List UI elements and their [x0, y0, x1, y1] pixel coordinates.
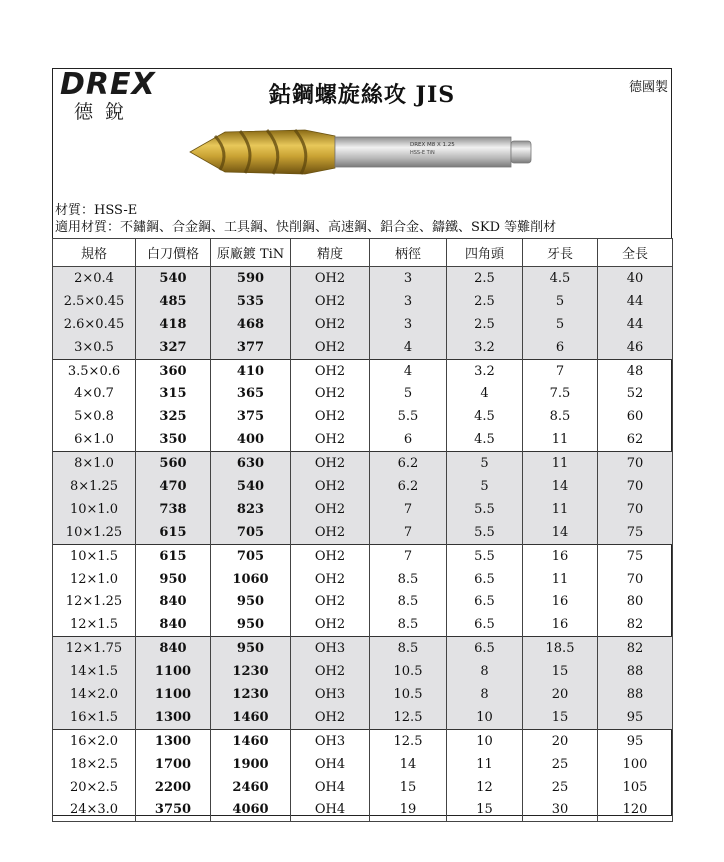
- cell-total-length: 75: [598, 544, 673, 567]
- cell-total-length: 48: [598, 359, 673, 382]
- cell-precision: OH2: [291, 267, 370, 290]
- cell-shank-dia: 7: [370, 544, 447, 567]
- cell-tin-price: 540: [211, 475, 291, 498]
- cell-spec: 24×3.0: [53, 798, 136, 821]
- table-header-row: [53, 239, 673, 267]
- cell-shank-dia: 8.5: [370, 637, 447, 660]
- shank-marking-1: DREX M8 X 1.25: [410, 142, 455, 148]
- cell-plain-price: 950: [136, 568, 211, 591]
- cell-spec: 12×1.75: [53, 637, 136, 660]
- cell-tin-price: 1460: [211, 706, 291, 729]
- cell-tin-price: 365: [211, 382, 291, 405]
- cell-square: 8: [447, 660, 523, 683]
- cell-shank-dia: 5: [370, 382, 447, 405]
- table-row: [53, 613, 673, 636]
- table-row: [53, 776, 673, 799]
- cell-precision: OH4: [291, 753, 370, 776]
- cell-thread-length: 15: [523, 706, 598, 729]
- cell-square: 10: [447, 706, 523, 729]
- cell-thread-length: 16: [523, 544, 598, 567]
- cell-square: 5: [447, 475, 523, 498]
- cell-thread-length: 11: [523, 568, 598, 591]
- cell-spec: 16×2.0: [53, 729, 136, 752]
- cell-total-length: 70: [598, 475, 673, 498]
- cell-tin-price: 400: [211, 428, 291, 451]
- cell-thread-length: 8.5: [523, 405, 598, 428]
- cell-thread-length: 7.5: [523, 382, 598, 405]
- cell-square: 5.5: [447, 498, 523, 521]
- table-row: [53, 452, 673, 475]
- cell-total-length: 88: [598, 683, 673, 706]
- cell-thread-length: 14: [523, 521, 598, 544]
- cell-spec: 6×1.0: [53, 428, 136, 451]
- cell-shank-dia: 10.5: [370, 660, 447, 683]
- cell-shank-dia: 5.5: [370, 405, 447, 428]
- applicable-material-text: 適用材質：不鏽鋼、合金鋼、工具鋼、快削鋼、高速鋼、鋁合金、鑄鐵、SKD 等難削材: [55, 220, 557, 235]
- cell-total-length: 70: [598, 452, 673, 475]
- header-precision: 精度: [291, 239, 370, 267]
- cell-total-length: 44: [598, 313, 673, 336]
- cell-precision: OH3: [291, 729, 370, 752]
- cell-spec: 8×1.25: [53, 475, 136, 498]
- cell-shank-dia: 8.5: [370, 590, 447, 613]
- table-row: [53, 405, 673, 428]
- cell-plain-price: 840: [136, 637, 211, 660]
- cell-square: 5.5: [447, 544, 523, 567]
- cell-tin-price: 410: [211, 359, 291, 382]
- cell-total-length: 44: [598, 290, 673, 313]
- table-row: [53, 428, 673, 451]
- cell-total-length: 82: [598, 637, 673, 660]
- table-row: [53, 753, 673, 776]
- header-shank-dia: 柄徑: [370, 239, 447, 267]
- cell-total-length: 70: [598, 568, 673, 591]
- table-row: [53, 729, 673, 752]
- brand-subname: 德銳: [74, 101, 137, 123]
- cell-thread-length: 25: [523, 776, 598, 799]
- cell-shank-dia: 8.5: [370, 568, 447, 591]
- cell-plain-price: 1100: [136, 683, 211, 706]
- cell-tin-price: 4060: [211, 798, 291, 821]
- cell-plain-price: 325: [136, 405, 211, 428]
- cell-square: 15: [447, 798, 523, 821]
- table-row: [53, 683, 673, 706]
- cell-plain-price: 615: [136, 521, 211, 544]
- cell-plain-price: 560: [136, 452, 211, 475]
- table-row: [53, 382, 673, 405]
- table-row: [53, 336, 673, 359]
- cell-precision: OH2: [291, 359, 370, 382]
- cell-shank-dia: 3: [370, 267, 447, 290]
- cell-square: 6.5: [447, 590, 523, 613]
- header-tin-price: 原廠鍍 TiN: [211, 239, 291, 267]
- table-row: [53, 498, 673, 521]
- cell-shank-dia: 12.5: [370, 706, 447, 729]
- cell-total-length: 75: [598, 521, 673, 544]
- cell-plain-price: 1300: [136, 729, 211, 752]
- cell-spec: 2×0.4: [53, 267, 136, 290]
- cell-square: 6.5: [447, 613, 523, 636]
- table-row: [53, 590, 673, 613]
- cell-tin-price: 950: [211, 590, 291, 613]
- cell-square: 4: [447, 382, 523, 405]
- table-row: [53, 568, 673, 591]
- cell-tin-price: 630: [211, 452, 291, 475]
- table-row: [53, 521, 673, 544]
- cell-tin-price: 468: [211, 313, 291, 336]
- cell-spec: 10×1.5: [53, 544, 136, 567]
- cell-precision: OH3: [291, 683, 370, 706]
- cell-shank-dia: 3: [370, 313, 447, 336]
- cell-thread-length: 5: [523, 313, 598, 336]
- cell-square: 8: [447, 683, 523, 706]
- cell-tin-price: 377: [211, 336, 291, 359]
- brand-name: DREX: [60, 67, 156, 102]
- cell-precision: OH2: [291, 498, 370, 521]
- cell-precision: OH2: [291, 590, 370, 613]
- cell-total-length: 80: [598, 590, 673, 613]
- cell-spec: 14×2.0: [53, 683, 136, 706]
- cell-total-length: 120: [598, 798, 673, 821]
- cell-precision: OH2: [291, 452, 370, 475]
- table-row: [53, 267, 673, 290]
- table-row: [53, 313, 673, 336]
- material-text: 材質：HSS-E: [55, 203, 138, 218]
- cell-total-length: 70: [598, 498, 673, 521]
- cell-plain-price: 350: [136, 428, 211, 451]
- cell-spec: 10×1.0: [53, 498, 136, 521]
- cell-square: 5: [447, 452, 523, 475]
- table-row: [53, 544, 673, 567]
- shank-marking-2: HSS-E TiN: [410, 150, 435, 156]
- page-title: 鈷鋼螺旋絲攻 JIS: [268, 82, 456, 108]
- cell-shank-dia: 15: [370, 776, 447, 799]
- cell-tin-price: 1230: [211, 660, 291, 683]
- cell-plain-price: 840: [136, 590, 211, 613]
- cell-tin-price: 1900: [211, 753, 291, 776]
- cell-square: 5.5: [447, 521, 523, 544]
- cell-precision: OH2: [291, 313, 370, 336]
- table-row: [53, 660, 673, 683]
- cell-shank-dia: 19: [370, 798, 447, 821]
- cell-plain-price: 1700: [136, 753, 211, 776]
- cell-precision: OH2: [291, 428, 370, 451]
- cell-spec: 3.5×0.6: [53, 359, 136, 382]
- cell-thread-length: 30: [523, 798, 598, 821]
- cell-square: 4.5: [447, 405, 523, 428]
- cell-precision: OH3: [291, 637, 370, 660]
- cell-total-length: 60: [598, 405, 673, 428]
- cell-total-length: 95: [598, 729, 673, 752]
- cell-tin-price: 950: [211, 637, 291, 660]
- cell-spec: 5×0.8: [53, 405, 136, 428]
- cell-plain-price: 1300: [136, 706, 211, 729]
- cell-plain-price: 470: [136, 475, 211, 498]
- cell-thread-length: 11: [523, 428, 598, 451]
- spiral-tap-image: [185, 122, 537, 182]
- cell-tin-price: 375: [211, 405, 291, 428]
- cell-shank-dia: 6.2: [370, 475, 447, 498]
- cell-shank-dia: 3: [370, 290, 447, 313]
- cell-square: 10: [447, 729, 523, 752]
- cell-shank-dia: 7: [370, 521, 447, 544]
- cell-square: 4.5: [447, 428, 523, 451]
- cell-plain-price: 840: [136, 613, 211, 636]
- cell-precision: OH2: [291, 706, 370, 729]
- cell-total-length: 40: [598, 267, 673, 290]
- cell-thread-length: 20: [523, 683, 598, 706]
- cell-spec: 14×1.5: [53, 660, 136, 683]
- cell-thread-length: 16: [523, 590, 598, 613]
- cell-plain-price: 3750: [136, 798, 211, 821]
- cell-thread-length: 25: [523, 753, 598, 776]
- cell-spec: 18×2.5: [53, 753, 136, 776]
- table-row: [53, 637, 673, 660]
- cell-tin-price: 950: [211, 613, 291, 636]
- cell-thread-length: 14: [523, 475, 598, 498]
- header-spec: 規格: [53, 239, 136, 267]
- cell-thread-length: 18.5: [523, 637, 598, 660]
- cell-spec: 2.6×0.45: [53, 313, 136, 336]
- table-row: [53, 798, 673, 821]
- cell-thread-length: 7: [523, 359, 598, 382]
- cell-total-length: 62: [598, 428, 673, 451]
- cell-thread-length: 16: [523, 613, 598, 636]
- cell-thread-length: 11: [523, 452, 598, 475]
- cell-thread-length: 20: [523, 729, 598, 752]
- cell-precision: OH2: [291, 336, 370, 359]
- cell-shank-dia: 7: [370, 498, 447, 521]
- cell-total-length: 52: [598, 382, 673, 405]
- cell-plain-price: 418: [136, 313, 211, 336]
- cell-plain-price: 315: [136, 382, 211, 405]
- cell-square: 11: [447, 753, 523, 776]
- cell-plain-price: 2200: [136, 776, 211, 799]
- cell-total-length: 95: [598, 706, 673, 729]
- cell-thread-length: 15: [523, 660, 598, 683]
- cell-thread-length: 5: [523, 290, 598, 313]
- cell-precision: OH2: [291, 382, 370, 405]
- table-row: [53, 706, 673, 729]
- cell-plain-price: 1100: [136, 660, 211, 683]
- cell-shank-dia: 6.2: [370, 452, 447, 475]
- cell-tin-price: 1230: [211, 683, 291, 706]
- cell-square: 2.5: [447, 290, 523, 313]
- cell-total-length: 100: [598, 753, 673, 776]
- cell-plain-price: 615: [136, 544, 211, 567]
- cell-shank-dia: 4: [370, 359, 447, 382]
- cell-plain-price: 327: [136, 336, 211, 359]
- origin-label: 德國製: [628, 80, 668, 95]
- cell-tin-price: 1060: [211, 568, 291, 591]
- cell-square: 2.5: [447, 267, 523, 290]
- cell-precision: OH2: [291, 521, 370, 544]
- cell-total-length: 82: [598, 613, 673, 636]
- cell-tin-price: 2460: [211, 776, 291, 799]
- cell-spec: 12×1.0: [53, 568, 136, 591]
- cell-precision: OH4: [291, 798, 370, 821]
- cell-precision: OH4: [291, 776, 370, 799]
- cell-shank-dia: 14: [370, 753, 447, 776]
- cell-spec: 12×1.25: [53, 590, 136, 613]
- cell-shank-dia: 4: [370, 336, 447, 359]
- cell-square: 3.2: [447, 336, 523, 359]
- cell-precision: OH2: [291, 568, 370, 591]
- cell-square: 6.5: [447, 637, 523, 660]
- cell-spec: 4×0.7: [53, 382, 136, 405]
- cell-total-length: 88: [598, 660, 673, 683]
- cell-spec: 12×1.5: [53, 613, 136, 636]
- cell-precision: OH2: [291, 613, 370, 636]
- cell-square: 3.2: [447, 359, 523, 382]
- cell-precision: OH2: [291, 475, 370, 498]
- cell-spec: 2.5×0.45: [53, 290, 136, 313]
- spec-table: [52, 238, 673, 822]
- cell-total-length: 46: [598, 336, 673, 359]
- cell-tin-price: 1460: [211, 729, 291, 752]
- cell-spec: 3×0.5: [53, 336, 136, 359]
- cell-square: 6.5: [447, 568, 523, 591]
- cell-plain-price: 485: [136, 290, 211, 313]
- cell-shank-dia: 8.5: [370, 613, 447, 636]
- table-row: [53, 475, 673, 498]
- cell-precision: OH2: [291, 405, 370, 428]
- cell-tin-price: 705: [211, 544, 291, 567]
- header-thread-length: 牙長: [523, 239, 598, 267]
- cell-thread-length: 11: [523, 498, 598, 521]
- cell-tin-price: 590: [211, 267, 291, 290]
- cell-tin-price: 823: [211, 498, 291, 521]
- cell-square: 12: [447, 776, 523, 799]
- cell-spec: 20×2.5: [53, 776, 136, 799]
- header-total-length: 全長: [598, 239, 673, 267]
- cell-spec: 10×1.25: [53, 521, 136, 544]
- cell-shank-dia: 10.5: [370, 683, 447, 706]
- cell-plain-price: 360: [136, 359, 211, 382]
- cell-tin-price: 705: [211, 521, 291, 544]
- table-row: [53, 359, 673, 382]
- header-square: 四角頭: [447, 239, 523, 267]
- table-row: [53, 290, 673, 313]
- cell-shank-dia: 12.5: [370, 729, 447, 752]
- cell-tin-price: 535: [211, 290, 291, 313]
- header-plain-price: 白刀價格: [136, 239, 211, 267]
- cell-thread-length: 6: [523, 336, 598, 359]
- cell-square: 2.5: [447, 313, 523, 336]
- cell-plain-price: 540: [136, 267, 211, 290]
- cell-shank-dia: 6: [370, 428, 447, 451]
- cell-spec: 8×1.0: [53, 452, 136, 475]
- cell-precision: OH2: [291, 544, 370, 567]
- cell-plain-price: 738: [136, 498, 211, 521]
- cell-thread-length: 4.5: [523, 267, 598, 290]
- cell-total-length: 105: [598, 776, 673, 799]
- cell-precision: OH2: [291, 290, 370, 313]
- cell-spec: 16×1.5: [53, 706, 136, 729]
- cell-precision: OH2: [291, 660, 370, 683]
